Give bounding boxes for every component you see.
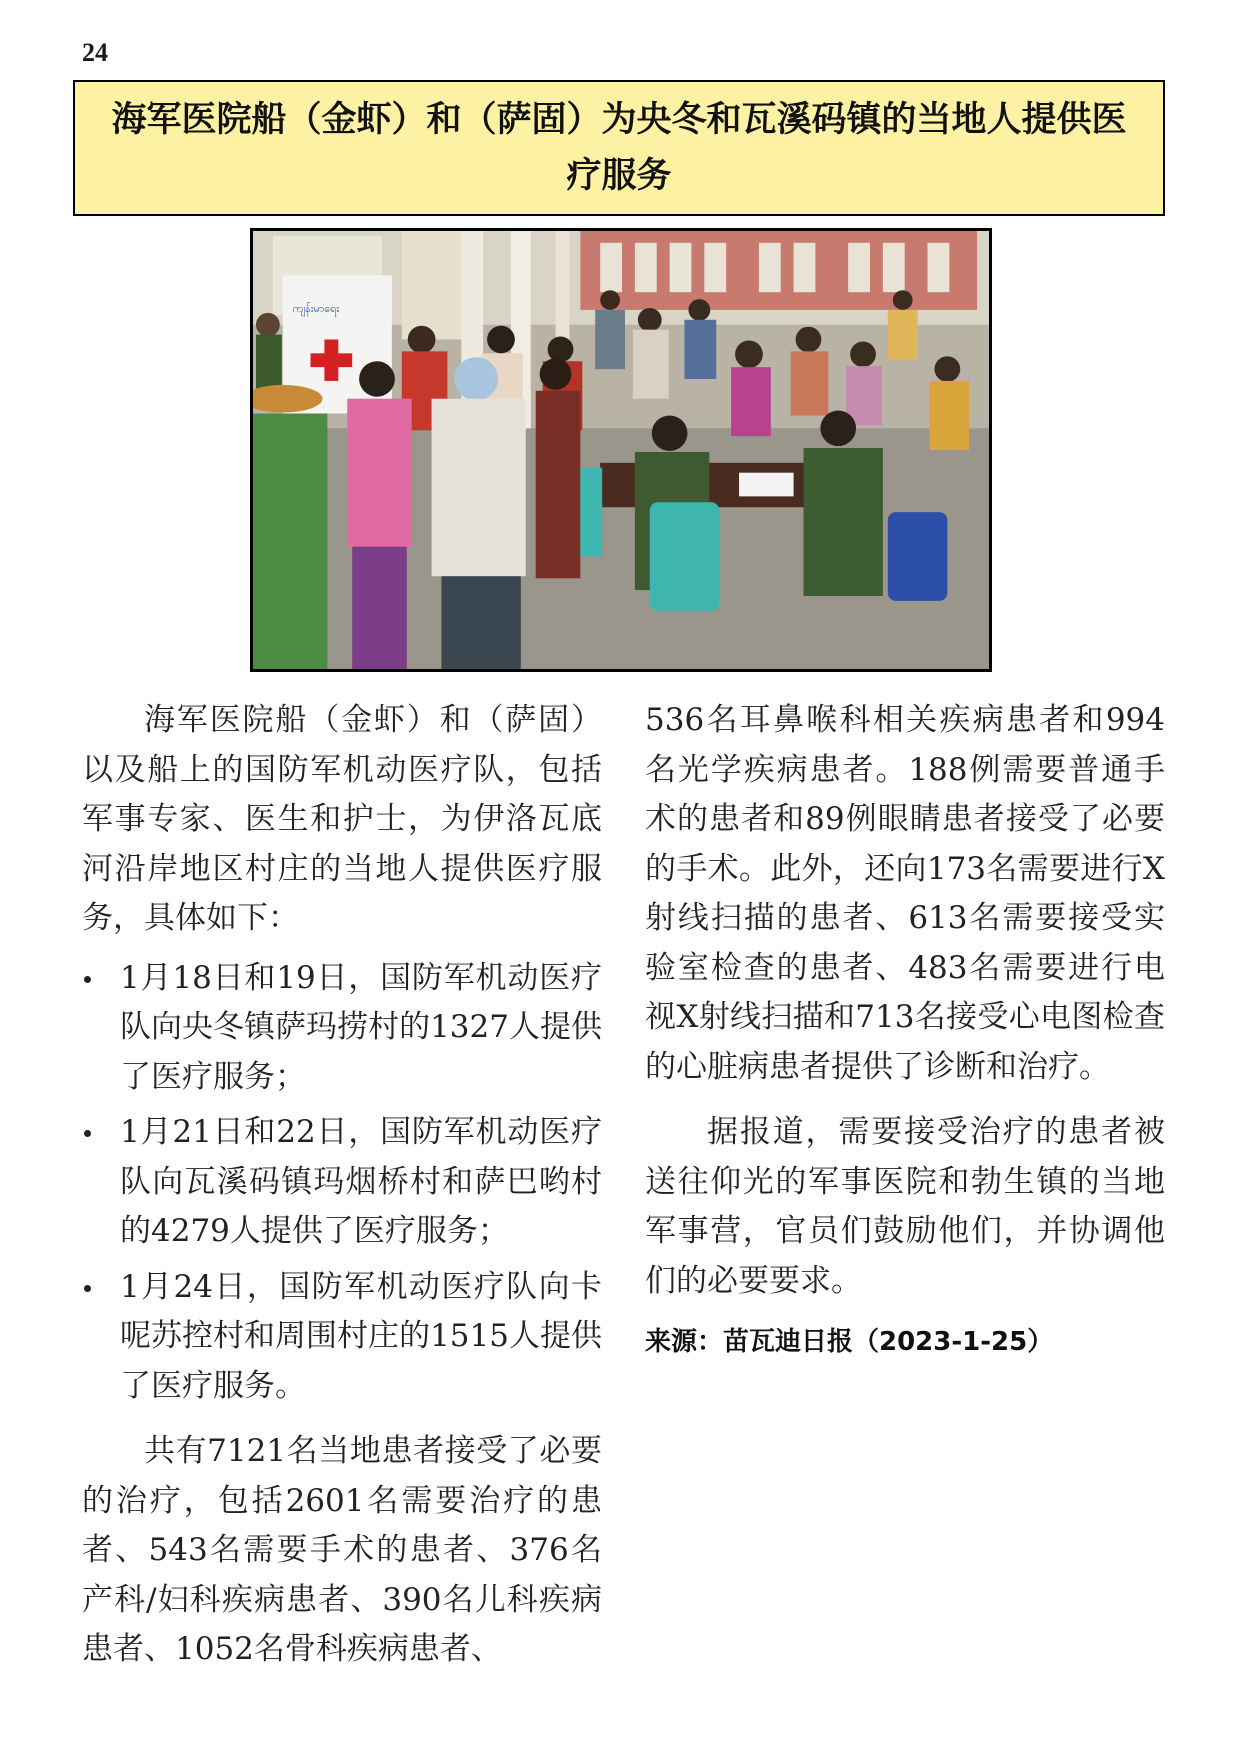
bullet-icon <box>84 976 91 983</box>
bullet-icon <box>84 1285 91 1292</box>
article-title: 海军医院船（金虾）和（萨固）为央冬和瓦溪码镇的当地人提供医疗服务 <box>111 100 1127 196</box>
intro-paragraph: 海军医院船（金虾）和（萨固）以及船上的国防军机动医疗队，包括军事专家、医生和护士，为伊洛瓦底河沿岸地区村庄的当地人提供医疗服务，具体如下： <box>82 702 602 936</box>
list-item: 1月24日，国防军机动医疗队向卡呢苏控村和周围村庄的1515人提供了医疗服务。 <box>82 1263 602 1412</box>
banner-text: ကျန်းမာရေး <box>292 301 340 315</box>
statistics-paragraph: 共有7121名当地患者接受了必要的治疗，包括2601名需要治疗的患者、543名需要手术的患者、376名产科/妇科疾病患者、390名儿科疾病患者、1052名骨科疾病患者、 <box>82 1433 602 1667</box>
schedule-list <box>82 954 602 1412</box>
left-column <box>82 696 602 1675</box>
bullet-icon <box>84 1130 91 1137</box>
list-item: 1月21日和22日，国防军机动医疗队向瓦溪码镇玛烟桥村和萨巴哟村的4279人提供了医疗服务； <box>82 1108 602 1257</box>
right-column <box>645 696 1165 1364</box>
title-box <box>73 80 1165 216</box>
page-number: 24 <box>82 38 108 67</box>
source-citation: 来源：苗瓦迪日报（2023-1-25） <box>645 1327 1054 1357</box>
statistics-paragraph-continued: 536名耳鼻喉科相关疾病患者和994名光学疾病患者。188例需要普通手术的患者和89例眼睛患者接受了必要的手术。此外，还向173名需要进行X射线扫描的患者、613名需要接受实验室检查的患者、483名需要进行电视X射线扫描和713名接受心电图检查的心脏病患者提供了诊断和治疗。 <box>645 702 1165 1085</box>
list-item: 1月18日和19日，国防军机动医疗队向央冬镇萨玛捞村的1327人提供了医疗服务； <box>82 954 602 1103</box>
article-photo <box>250 228 992 672</box>
report-paragraph: 据报道，需要接受治疗的患者被送往仰光的军事医院和勃生镇的当地军事营，官员们鼓励他们，并协调他们的必要要求。 <box>645 1114 1165 1299</box>
medical-camp-photo <box>253 231 989 669</box>
